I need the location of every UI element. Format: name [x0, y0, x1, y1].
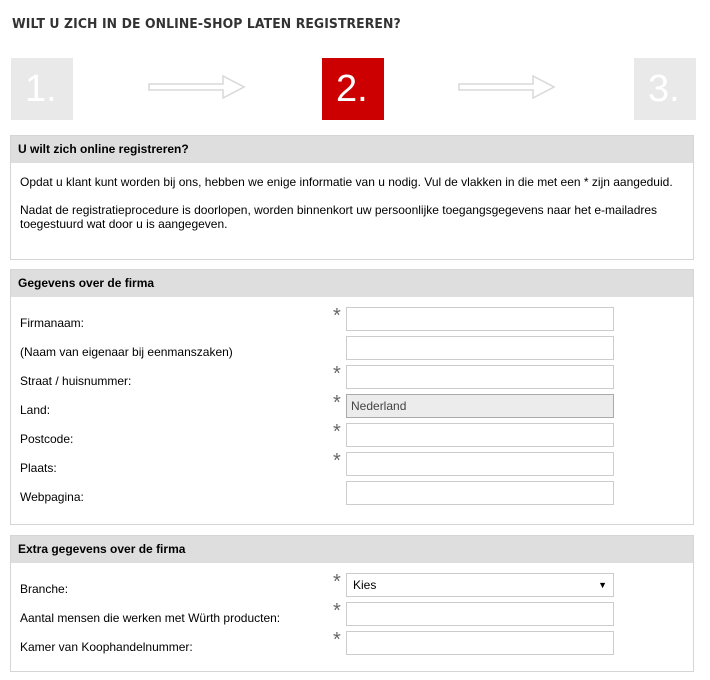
form-row	[11, 602, 693, 628]
employee-count-label: Aantal mensen die werken met Würth producten:	[20, 611, 281, 625]
owner-name-input[interactable]	[346, 336, 614, 360]
coc-number-label: Kamer van Koophandelnummer:	[20, 640, 193, 654]
company-name-label: Firmanaam:	[20, 316, 85, 330]
company-name-input[interactable]	[346, 307, 614, 331]
company-heading: Gegevens over de firma	[11, 270, 693, 297]
city-input[interactable]	[346, 452, 614, 476]
branch-select[interactable]	[346, 573, 614, 597]
city-label: Plaats:	[20, 461, 57, 475]
postcode-label: Postcode:	[20, 432, 74, 446]
intro-panel	[10, 135, 694, 260]
required-marker: *	[333, 600, 341, 622]
step-3-indicator: 3.	[634, 58, 696, 120]
street-label: Straat / huisnummer:	[20, 374, 132, 388]
form-row	[11, 481, 693, 507]
step-1-indicator: 1.	[11, 58, 73, 120]
branch-select-value: Kies	[353, 578, 377, 592]
form-row	[11, 452, 693, 478]
form-row	[11, 394, 693, 420]
dropdown-caret-icon: ▼	[598, 580, 607, 590]
country-input	[346, 394, 614, 418]
required-marker: *	[333, 305, 341, 327]
extra-heading: Extra gegevens over de firma	[11, 536, 693, 563]
form-row	[11, 423, 693, 449]
intro-paragraph-2: Nadat de registratieprocedure is doorlopen, worden binnenkort uw persoonlijke toegangsgegevens naar het e-mailadres toegestuurd wat door u is aangegeven.	[20, 203, 658, 231]
form-row	[11, 307, 693, 333]
required-marker: *	[333, 392, 341, 414]
postcode-input[interactable]	[346, 423, 614, 447]
website-label: Webpagina:	[20, 490, 84, 504]
intro-heading: U wilt zich online registreren?	[11, 136, 693, 163]
country-label: Land:	[20, 403, 51, 417]
owner-name-label: (Naam van eigenaar bij eenmanszaken)	[20, 345, 233, 359]
required-marker: *	[333, 421, 341, 443]
form-row	[11, 365, 693, 391]
branch-label: Branche:	[20, 582, 69, 596]
arrow-right-icon	[457, 73, 557, 101]
form-row	[11, 336, 693, 362]
required-marker: *	[333, 363, 341, 385]
website-input[interactable]	[346, 481, 614, 505]
street-input[interactable]	[346, 365, 614, 389]
company-panel	[10, 269, 694, 525]
step-2-indicator: 2.	[322, 58, 384, 120]
required-marker: *	[333, 450, 341, 472]
coc-number-input[interactable]	[346, 631, 614, 655]
intro-paragraph-1: Opdat u klant kunt worden bij ons, hebben we enige informatie van u nodig. Vul de vlakken in die met een * zijn aangeduid.	[20, 175, 673, 189]
extra-panel	[10, 535, 694, 672]
form-row	[11, 631, 693, 657]
required-marker: *	[333, 629, 341, 651]
form-row	[11, 573, 693, 599]
employee-count-input[interactable]	[346, 602, 614, 626]
arrow-right-icon	[147, 73, 247, 101]
required-marker: *	[333, 571, 341, 593]
page-title: WILT U ZICH IN DE ONLINE-SHOP LATEN REGISTREREN?	[12, 16, 401, 32]
